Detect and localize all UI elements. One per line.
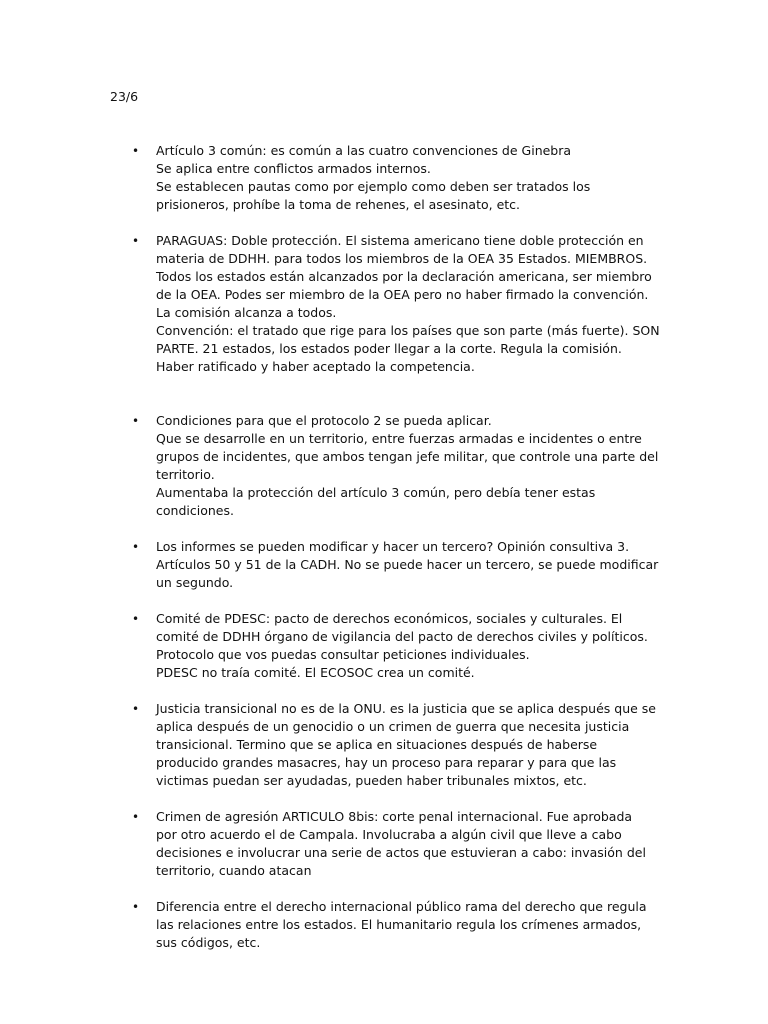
- list-item: [110, 142, 670, 214]
- text-line: comité de DDHH órgano de vigilancia del pacto de derechos civiles y políticos.: [156, 629, 648, 644]
- text-line: grupos de incidentes, que ambos tengan jefe militar, que controle una parte del: [156, 449, 659, 464]
- text-line: por otro acuerdo el de Campala. Involucraba a algún civil que lleve a cabo: [156, 827, 622, 842]
- text-line: territorio, cuando atacan: [156, 863, 312, 878]
- bullet-icon: •: [132, 810, 140, 824]
- text-line: territorio.: [156, 467, 215, 482]
- bullet-icon: •: [132, 900, 140, 914]
- text-line: Haber ratificado y haber aceptado la competencia.: [156, 359, 475, 374]
- list-item-text: [156, 808, 670, 880]
- list-item: [110, 808, 670, 880]
- text-line: Artículo 3 común: es común a las cuatro convenciones de Ginebra: [156, 143, 572, 158]
- bullet-icon: •: [132, 414, 140, 428]
- text-line: Se aplica entre conflictos armados internos.: [156, 161, 431, 176]
- text-line: PARTE. 21 estados, los estados poder llegar a la corte. Regula la comisión.: [156, 341, 622, 356]
- text-line: Comité de PDESC: pacto de derechos económicos, sociales y culturales. El: [156, 611, 623, 626]
- text-line: sus códigos, etc.: [156, 935, 261, 950]
- text-line: Condiciones para que el protocolo 2 se pueda aplicar.: [156, 413, 492, 428]
- bullet-list: [110, 124, 670, 952]
- text-line: PARAGUAS: Doble protección. El sistema americano tiene doble protección en: [156, 233, 644, 248]
- text-line: transicional. Termino que se aplica en situaciones después de haberse: [156, 737, 598, 752]
- bullet-icon: •: [132, 702, 140, 716]
- text-line: Todos los estados están alcanzados por la declaración americana, ser miembro: [156, 269, 652, 284]
- text-line: aplica después de un genocidio o un crimen de guerra que necesita justicia: [156, 719, 630, 734]
- text-line: un segundo.: [156, 575, 234, 590]
- bullet-icon: •: [132, 540, 140, 554]
- text-line: Que se desarrolle en un territorio, entre fuerzas armadas e incidentes o entre: [156, 431, 642, 446]
- text-line: prisioneros, prohíbe la toma de rehenes, el asesinato, etc.: [156, 197, 521, 212]
- text-line: materia de DDHH. para todos los miembros de la OEA 35 Estados. MIEMBROS.: [156, 251, 648, 266]
- list-item-text: [156, 412, 670, 520]
- list-item: [110, 538, 670, 592]
- text-line: Crimen de agresión ARTICULO 8bis: corte penal internacional. Fue aprobada: [156, 809, 633, 824]
- text-line: las relaciones entre los estados. El humanitario regula los crímenes armados,: [156, 917, 642, 932]
- text-line: de la OEA. Podes ser miembro de la OEA pero no haber firmado la convención.: [156, 287, 649, 302]
- text-line: Los informes se pueden modificar y hacer un tercero? Opinión consultiva 3.: [156, 539, 630, 554]
- list-item-text: [156, 232, 670, 376]
- list-item: [110, 610, 670, 682]
- text-line: victimas puedan ser ayudadas, pueden haber tribunales mixtos, etc.: [156, 773, 587, 788]
- text-line: Convención: el tratado que rige para los países que son parte (más fuerte). SON: [156, 323, 660, 338]
- list-item: [110, 232, 670, 376]
- text-line: condiciones.: [156, 503, 234, 518]
- date-heading: 23/6: [110, 89, 139, 104]
- text-line: producido grandes masacres, hay un proceso para reparar y para que las: [156, 755, 617, 770]
- bullet-icon: •: [132, 144, 140, 158]
- text-line: Protocolo que vos puedas consultar peticiones individuales.: [156, 647, 530, 662]
- bullet-icon: •: [132, 234, 140, 248]
- list-item-text: [156, 538, 670, 592]
- text-line: Justicia transicional no es de la ONU. es la justicia que se aplica después que se: [156, 701, 656, 716]
- text-line: PDESC no traía comité. El ECOSOC crea un comité.: [156, 665, 475, 680]
- list-item-text: [156, 610, 670, 682]
- text-line: Aumentaba la protección del artículo 3 común, pero debía tener estas: [156, 485, 596, 500]
- text-line: Artículos 50 y 51 de la CADH. No se puede hacer un tercero, se puede modificar: [156, 557, 659, 572]
- bullet-icon: •: [132, 612, 140, 626]
- text-line: La comisión alcanza a todos.: [156, 305, 337, 320]
- text-line: Se establecen pautas como por ejemplo como deben ser tratados los: [156, 179, 591, 194]
- list-item-text: [156, 142, 670, 214]
- list-item-text: [156, 700, 670, 790]
- list-item: [110, 898, 670, 952]
- list-item-text: [156, 898, 670, 952]
- list-item: [110, 412, 670, 520]
- text-line: decisiones e involucrar una serie de actos que estuvieran a cabo: invasión del: [156, 845, 646, 860]
- list-item: [110, 700, 670, 790]
- text-line: Diferencia entre el derecho internacional público rama del derecho que regula: [156, 899, 647, 914]
